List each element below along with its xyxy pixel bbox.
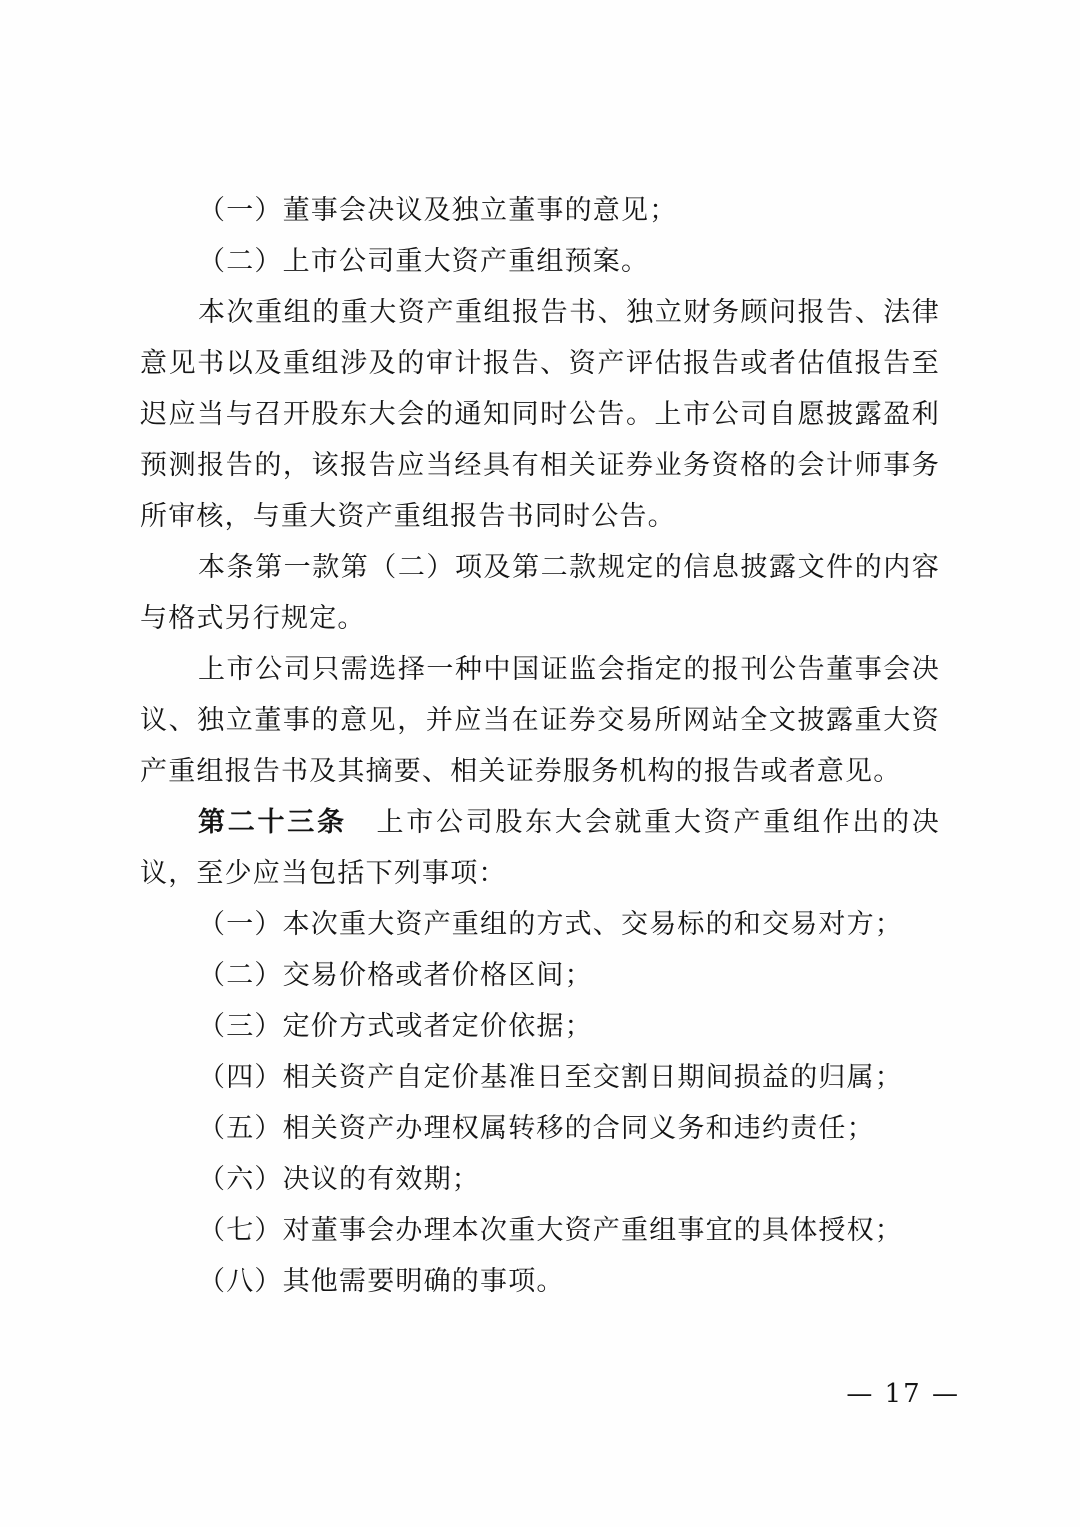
paragraph: 上市公司只需选择一种中国证监会指定的报刊公告董事会决议、独立董事的意见，并应当在证券交易所网站全文披露重大资产重组报告书及其摘要、相关证券服务机构的报告或者意见。 [140,654,940,787]
article-spacer [347,807,377,838]
list-item: （一）董事会决议及独立董事的意见； [198,195,678,226]
list-item: （五）相关资产办理权属转移的合同义务和违约责任； [198,1113,875,1144]
article-text: 上市公司股东大会就重大资产重组作出的决议，至少应当包括下列事项： [140,807,941,889]
article-label: 第二十三条 [198,807,347,838]
list-item: （六）决议的有效期； [198,1164,480,1195]
article-paragraph [140,797,940,899]
list-item: （四）相关资产自定价基准日至交割日期间损益的归属； [198,1062,903,1093]
list-item: （二）交易价格或者价格区间； [198,960,593,991]
paragraph: 本条第一款第（二）项及第二款规定的信息披露文件的内容与格式另行规定。 [140,552,940,634]
page-number: — 17 — [846,1379,960,1409]
list-item: （三）定价方式或者定价依据； [198,1011,593,1042]
list-item: （一）本次重大资产重组的方式、交易标的和交易对方； [198,909,903,940]
list-item: （七）对董事会办理本次重大资产重组事宜的具体授权； [198,1215,903,1246]
document-body [140,185,940,1307]
paragraph: 本次重组的重大资产重组报告书、独立财务顾问报告、法律意见书以及重组涉及的审计报告、资产评估报告或者估值报告至迟应当与召开股东大会的通知同时公告。上市公司自愿披露盈利预测报告的，该报告应当经具有相关证券业务资格的会计师事务所审核，与重大资产重组报告书同时公告。 [140,297,940,532]
list-item: （八）其他需要明确的事项。 [198,1266,565,1297]
list-item: （二）上市公司重大资产重组预案。 [198,246,650,277]
